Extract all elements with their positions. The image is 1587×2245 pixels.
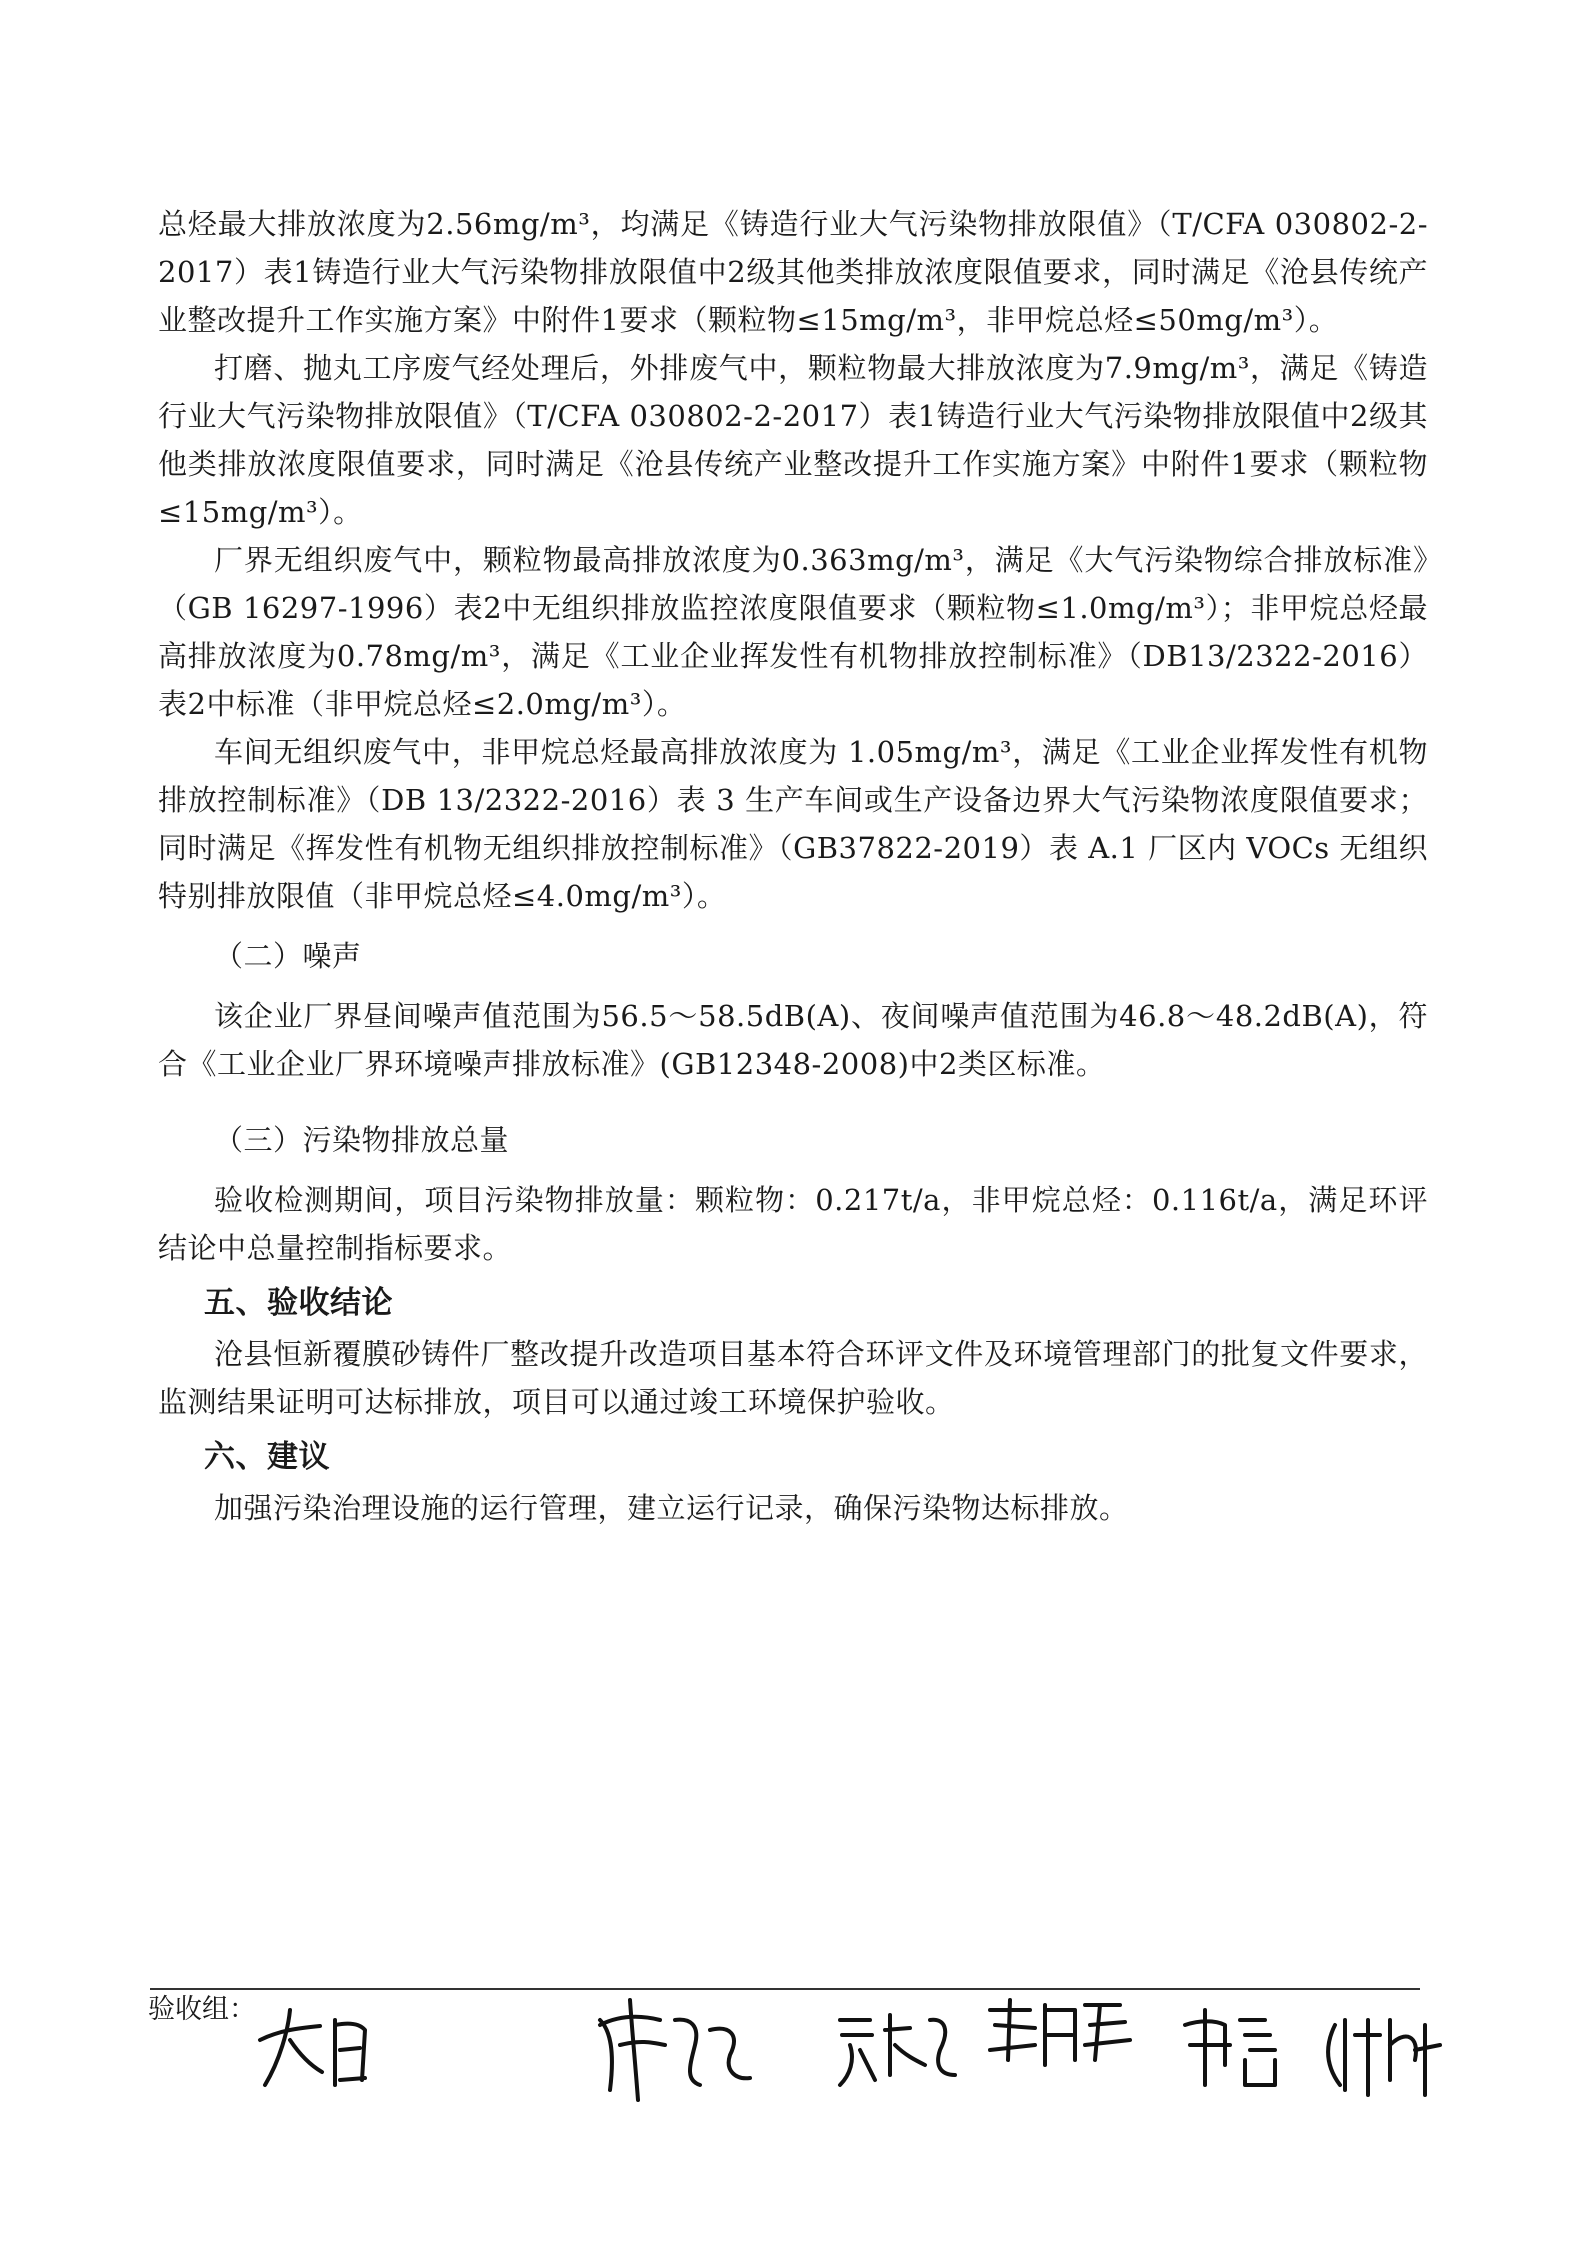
signature-3 <box>840 2015 955 2085</box>
signature-6 <box>1328 2020 1440 2095</box>
signature-1 <box>260 2010 365 2085</box>
paragraph-noise: 该企业厂界昼间噪声值范围为56.5～58.5dB(A)、夜间噪声值范围为46.8～48.2dB(A)，符合《工业企业厂界环境噪声排放标准》(GB12348-2008)中2类区标准。 <box>158 999 1428 1081</box>
paragraph-suggestion: 加强污染治理设施的运行管理，建立运行记录，确保污染物达标排放。 <box>214 1491 1129 1525</box>
signature-label: 验收组： <box>148 1994 256 2025</box>
signature-4 <box>990 2000 1130 2065</box>
heading-total-emission: （三）污染物排放总量 <box>214 1123 510 1157</box>
paragraph-boundary-fugitive: 厂界无组织废气中，颗粒物最高排放浓度为0.363mg/m³，满足《大气污染物综合排放标准》（GB 16297-1996）表2中无组织排放监控浓度限值要求（颗粒物≤1.0mg/m³）；非甲烷总烃最高排放浓度为0.78mg/m³，满足《工业企业挥发性有机物排放控制标准》（DB13/2322-2016）表2中标准（非甲烷总烃≤2.0mg/m³）。 <box>158 543 1428 721</box>
paragraph-conclusion: 沧县恒新覆膜砂铸件厂整改提升改造项目基本符合环评文件及环境管理部门的批复文件要求，监测结果证明可达标排放，项目可以通过竣工环境保护验收。 <box>158 1337 1428 1419</box>
paragraph-emission-summary: 总烃最大排放浓度为2.56mg/m³，均满足《铸造行业大气污染物排放限值》（T/CFA 030802-2-2017）表1铸造行业大气污染物排放限值中2级其他类排放浓度限值要求，同时满足《沧县传统产业整改提升工作实施方案》中附件1要求（颗粒物≤15mg/m³，非甲烷总烃≤50mg/m³）。 <box>158 207 1428 337</box>
paragraph-total-emission: 验收检测期间，项目污染物排放量：颗粒物：0.217t/a，非甲烷总烃：0.116t/a，满足环评结论中总量控制指标要求。 <box>158 1183 1428 1265</box>
paragraph-workshop-fugitive: 车间无组织废气中，非甲烷总烃最高排放浓度为 1.05mg/m³，满足《工业企业挥发性有机物排放控制标准》（DB 13/2322-2016）表 3 生产车间或生产设备边界大气污染物浓度限值要求；同时满足《挥发性有机物无组织排放控制标准》（GB37822-2019）表 A.1 厂区内 VOCs 无组织特别排放限值（非甲烷总烃≤4.0mg/m³）。 <box>158 735 1428 913</box>
signature-2 <box>600 2000 750 2100</box>
document-body <box>158 200 1428 1532</box>
heading-noise: （二）噪声 <box>214 939 362 973</box>
paragraph-grinding-emission: 打磨、抛丸工序废气经处理后，外排废气中，颗粒物最大排放浓度为7.9mg/m³，满足《铸造行业大气污染物排放限值》（T/CFA 030802-2-2017）表1铸造行业大气污染物排放限值中2级其他类排放浓度限值要求，同时满足《沧县传统产业整改提升工作实施方案》中附件1要求（颗粒物≤15mg/m³）。 <box>158 351 1428 529</box>
heading-conclusion: 五、验收结论 <box>204 1285 393 1321</box>
signature-5 <box>1185 2010 1275 2085</box>
handwritten-signatures <box>240 1990 1510 2120</box>
heading-suggestion: 六、建议 <box>204 1439 330 1475</box>
